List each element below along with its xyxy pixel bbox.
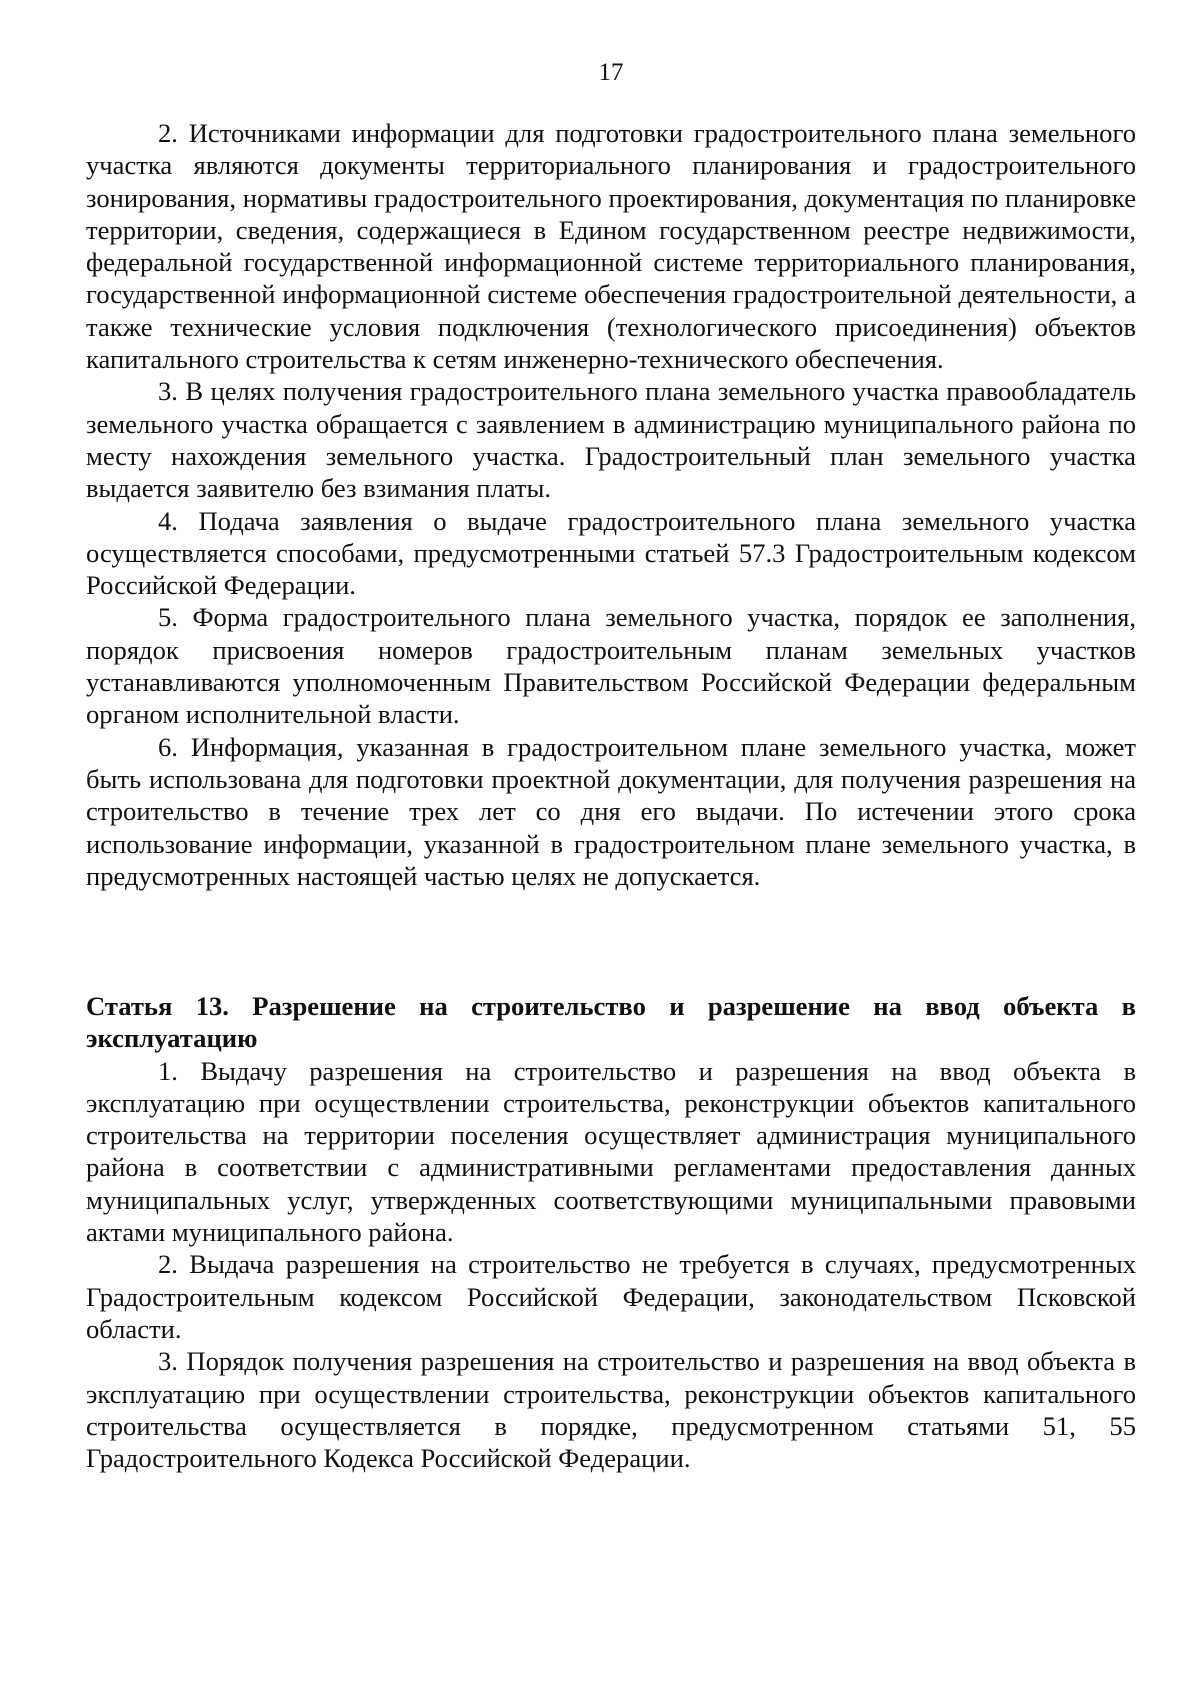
paragraph-2-information-sources: 2. Источниками информации для подготовки градостроительного плана земельного участка являются документы территориального планирования и градостроительного зонирования, нормативы градостроительного проектирования, документация по планировке территории, сведения, содержащиеся в Едином государственном реестре недвижимости, федеральной государственной информационной системе территориального планирования, государственной информационной системе обеспечения градостроительной деятельности, а также технические условия подключения (технологического присоединения) объектов капитального строительства к сетям инженерно-технического обеспечения. bbox=[86, 118, 1136, 375]
paragraph-5-form: 5. Форма градостроительного плана земельного участка, порядок ее заполнения, порядок присвоения номеров градостроительным планам земельных участков устанавливаются уполномоченным Правительством Российской Федерации федеральным органом исполнительной власти. bbox=[86, 602, 1136, 730]
paragraph-6-validity: 6. Информация, указанная в градостроительном плане земельного участка, может быть использована для подготовки проектной документации, для получения разрешения на строительство в течение трех лет со дня его выдачи. По истечении этого срока использование информации, указанной в градостроительном плане земельного участка, в предусмотренных настоящей частью целях не допускается. bbox=[86, 731, 1136, 891]
article-13-paragraph-1: 1. Выдачу разрешения на строительство и разрешения на ввод объекта в эксплуатацию при осуществлении строительства, реконструкции объектов капитального строительства на территории поселения осуществляет администрация муниципального района в соответствии с административными регламентами предоставления данных муниципальных услуг, утвержденных соответствующими муниципальными правовыми актами муниципального района. bbox=[86, 1055, 1136, 1248]
article-13-section bbox=[86, 990, 1136, 1474]
paragraph-3-application: 3. В целях получения градостроительного плана земельного участка правообладатель земельного участка обращается с заявлением в администрацию муниципального района по месту нахождения земельного участка. Градостроительный план земельного участка выдается заявителю без взимания платы. bbox=[86, 376, 1136, 504]
article-13-title: Статья 13. Разрешение на строительство и разрешение на ввод объекта в эксплуатацию bbox=[86, 991, 1136, 1054]
document-page bbox=[86, 0, 1136, 1697]
paragraph-4-submission: 4. Подача заявления о выдаче градостроительного плана земельного участка осуществляется способами, предусмотренными статьей 57.3 Градостроительным кодексом Российской Федерации. bbox=[86, 505, 1136, 601]
article-13-paragraph-3: 3. Порядок получения разрешения на строительство и разрешения на ввод объекта в эксплуатацию при осуществлении строительства, реконструкции объектов капитального строительства осуществляется в порядке, предусмотренном статьями 51, 55 Градостроительного Кодекса Российской Федерации. bbox=[86, 1346, 1136, 1474]
page-number: 17 bbox=[598, 59, 624, 86]
gradplan-section bbox=[86, 117, 1136, 892]
article-13-paragraph-2: 2. Выдача разрешения на строительство не требуется в случаях, предусмотренных Градостроительным кодексом Российской Федерации, законодательством Псковской области. bbox=[86, 1249, 1136, 1344]
